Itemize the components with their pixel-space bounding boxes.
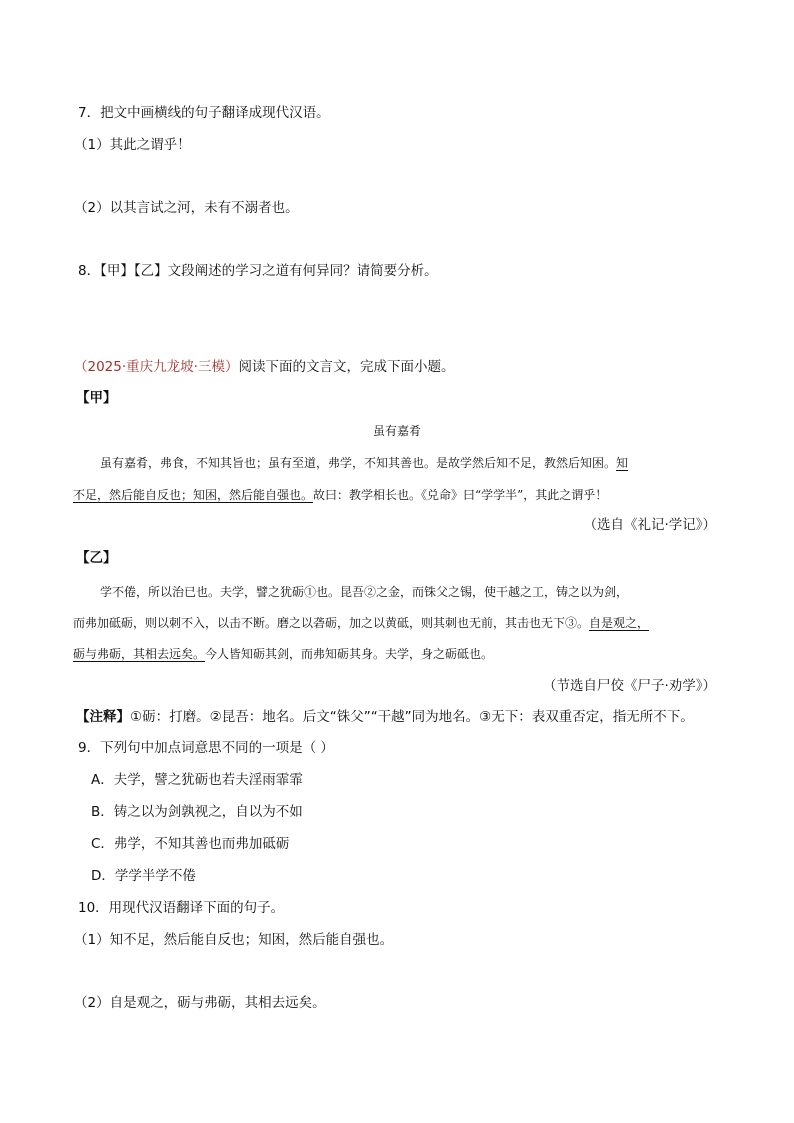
q9-option-b: B．铸之以为剑孰视之，自以为不如	[91, 804, 303, 820]
yi-line-2	[73, 613, 649, 633]
jia-source: （选自《礼记·学记》）	[583, 517, 716, 533]
yi-line-2-text: 而弗加砥砺，则以刺不入，以击不断。磨之以砻砺，加之以黄砥，则其刺也无前，其击也无下③。	[73, 616, 590, 630]
notes-text: ①砺：打磨。②昆吾：地名。后文“铢父”“干越”同为地名。③无下：表双重否定，指无所不下。	[130, 709, 694, 725]
yi-line-3-underlined: 砺与弗砺，其相去远矣。	[73, 647, 206, 661]
jia-line-1-underlined: 知	[616, 456, 629, 470]
yi-line-3	[73, 644, 493, 664]
yi-line-3-text: 今人皆知砺其剑，而弗知砺其身。夫学，身之砺砥也。	[205, 647, 494, 661]
yi-line-2-underlined: 自是观之，	[589, 616, 650, 630]
intro-text: 阅读下面的文言文，完成下面小题。	[238, 359, 455, 375]
q9-option-d: D．学学半学不倦	[91, 868, 196, 884]
jia-line-2	[73, 485, 607, 505]
q9-option-a: A．夫学，譬之犹砺也若夫淫雨霏霏	[91, 772, 303, 788]
q8-stem: 8．【甲】【乙】文段阐述的学习之道有何异同？请简要分析。	[78, 263, 438, 279]
notes-label: 【注释】	[76, 709, 130, 725]
jia-title: 虽有嘉肴	[372, 424, 421, 438]
q9-stem: 9．下列句中加点词意思不同的一项是（ ）	[78, 740, 334, 756]
q7-sub1: （1）其此之谓乎！	[74, 137, 191, 153]
q7-sub2: （2）以其言试之河，未有不溺者也。	[74, 200, 299, 216]
q10-sub1: （1）知不足，然后能自反也；知困，然后能自强也。	[74, 932, 394, 948]
q7-stem: 7．把文中画横线的句子翻译成现代汉语。	[78, 105, 330, 121]
intro-source: （2025·重庆九龙坡·三模）	[74, 359, 239, 375]
jia-line-1	[100, 453, 628, 473]
jia-line-1-text: 虽有嘉肴，弗食，不知其旨也；虽有至道，弗学，不知其善也。是故学然后知不足，教然后知困。	[100, 456, 617, 470]
jia-line-2-underlined: 不足，然后能自反也；知困，然后能自强也。	[73, 488, 314, 502]
q10-stem: 10．用现代汉语翻译下面的句子。	[78, 900, 285, 916]
notes	[76, 707, 694, 727]
yi-line-1: 学不倦，所以治已也。夫学，譬之犹砺①也。昆吾②之金，而铢父之锡，使干越之工，铸之以为剑，	[100, 585, 629, 599]
q9-option-c: C．弗学，不知其善也而弗加砥砺	[91, 836, 290, 852]
q10-sub2: （2）自是观之，砺与弗砺，其相去远矣。	[74, 995, 326, 1011]
jia-label: 【甲】	[76, 390, 117, 406]
passage-intro	[74, 357, 454, 377]
yi-source: （节选自尸佼《尸子·劝学》）	[542, 678, 716, 694]
jia-line-2-text: 故曰：教学相长也。《兑命》曰“学学半”，其此之谓乎！	[313, 488, 608, 502]
yi-label: 【乙】	[76, 550, 117, 566]
